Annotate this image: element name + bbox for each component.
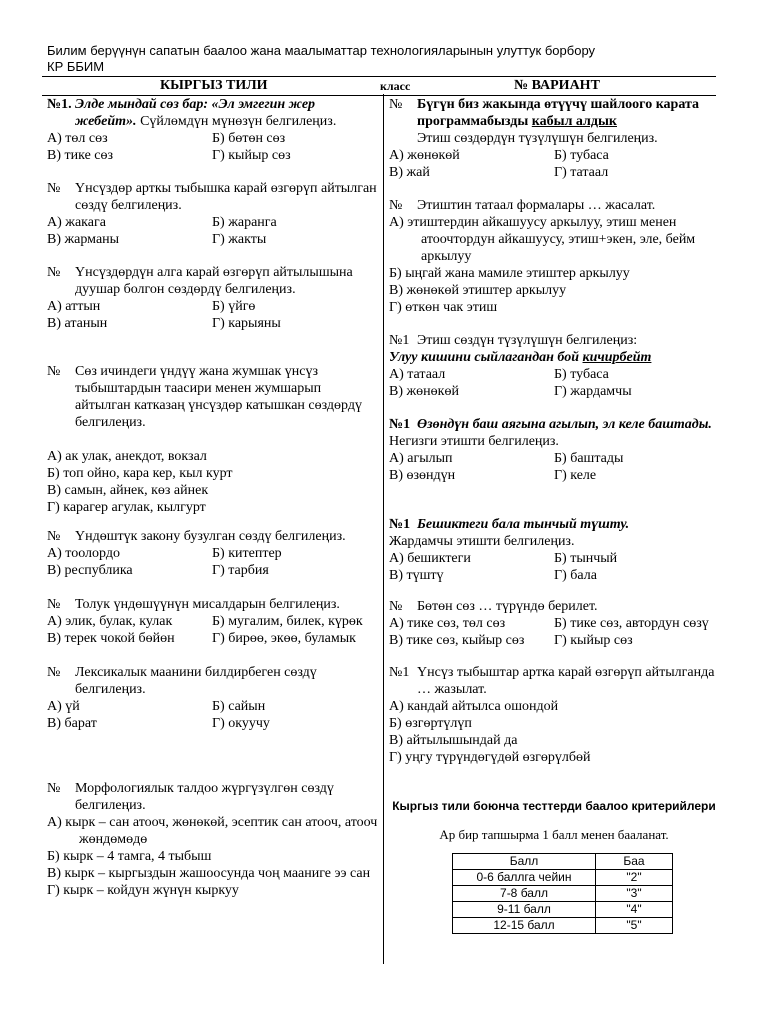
question-stem: Лексикалык маанини билдирбеген сөздү белгилеңиз. <box>75 665 317 697</box>
question-left-5 <box>47 528 379 579</box>
option-b: Б) баштады <box>554 451 624 466</box>
question-stem: Бешиктеги бала тынчый түшту. <box>417 517 630 532</box>
question-left-7 <box>47 664 379 732</box>
option-d: Г) бирөө, экөө, буламык <box>212 631 356 646</box>
option-c: В) атанын <box>47 316 108 331</box>
option-a: А) төл сөз <box>47 131 108 146</box>
option-a: А) үй <box>47 699 80 714</box>
grade: "5" <box>596 918 673 934</box>
option-a: А) жакага <box>47 215 106 230</box>
option-b: Б) тубаса <box>554 148 609 163</box>
question-number: №1 <box>389 333 410 348</box>
option-c: В) жай <box>389 165 430 180</box>
option-c: В) кырк – кыргыздын жашоосунда чоң мааниге ээ сан <box>47 866 371 881</box>
question-stem: Этиштин татаал формалары … жасалат. <box>417 198 656 213</box>
question-left-4 <box>47 363 379 516</box>
grading-table <box>452 853 673 934</box>
variant-label: № ВАРИАНТ <box>514 78 600 93</box>
score-range: 0-6 баллга чейин <box>453 870 596 886</box>
organization-header <box>47 43 595 75</box>
option-c: В) барат <box>47 716 97 731</box>
option-d: Г) жардамчы <box>554 384 632 399</box>
option-d: Г) уңгу түрүндөгүдөй өзгөрүлбөй <box>389 750 591 765</box>
option-b: Б) үйгө <box>212 299 256 314</box>
option-d: Г) карагер агулак, кылгурт <box>47 500 206 515</box>
ministry-abbrev: КР ББИМ <box>47 59 105 74</box>
option-d: Г) келе <box>554 468 597 483</box>
option-d: Г) кыйыр сөз <box>554 633 633 648</box>
score-range: 7-8 балл <box>453 886 596 902</box>
question-right-3 <box>389 332 719 400</box>
grade: "4" <box>596 902 673 918</box>
question-number: №1 <box>389 417 411 432</box>
column-divider <box>383 94 384 964</box>
option-c: В) самын, айнек, көз айнек <box>47 483 209 498</box>
option-a: А) тоолордо <box>47 546 120 561</box>
question-stem: Үнсүздөр арткы тыбышка карай өзгөрүп айтылган сөздү белгилеңиз. <box>75 181 377 213</box>
question-stem: Өзөндүн баш аягына агылып, эл келе баштады. <box>417 417 712 432</box>
option-c: В) терек чокой бөйөн <box>47 631 175 646</box>
option-a: А) кандай айтылса ошондой <box>389 699 559 714</box>
option-b: Б) жаранга <box>212 215 277 230</box>
subject-title: КЫРГЫЗ ТИЛИ <box>160 78 268 93</box>
question-instruction: Жардамчы этишти белгилеңиз. <box>389 534 575 549</box>
question-left-2 <box>47 180 379 248</box>
column-header-grade: Баа <box>596 854 673 870</box>
class-label: класс <box>380 79 411 93</box>
option-c: В) айтылышындай да <box>389 733 518 748</box>
option-d: Г) татаал <box>554 165 609 180</box>
question-stem: Этиш сөздүн түзүлүшүн белгилеңиз: <box>417 333 638 348</box>
question-stem: Сөз ичиндеги үндүү жана жумшак үнсүз тыбыштардын таасири менен жумшарып айтылган катказаң үнсүздөр катышкан сөздөрдү белгилеңиз. <box>75 364 362 430</box>
question-number: № <box>47 597 61 612</box>
option-b: Б) тынчый <box>554 551 618 566</box>
criteria-note: Ар бир тапшырма 1 балл менен бааланат. <box>439 827 669 842</box>
question-number: № <box>47 364 61 379</box>
option-d: Г) тарбия <box>212 563 269 578</box>
option-d: Г) бала <box>554 568 597 583</box>
option-b: Б) тубаса <box>554 367 609 382</box>
option-a: А) тике сөз, төл сөз <box>389 616 506 631</box>
option-a: А) этиштердин айкашуусу аркылуу, этиш менен атоочтордун айкашуусу, этиш+экен, эле, бейм аркылуу <box>389 215 696 264</box>
option-c: В) өзөндүн <box>389 468 456 483</box>
option-b: Б) бөтөн сөз <box>212 131 286 146</box>
option-d: Г) окуучу <box>212 716 270 731</box>
question-left-1 <box>47 96 379 164</box>
option-d: Г) кыйыр сөз <box>212 148 291 163</box>
question-stem: Үнсүз тыбыштар артка карай өзгөрүп айтылганда … жазылат. <box>417 665 715 697</box>
option-c: В) тике сөз, кыйыр сөз <box>389 633 525 648</box>
option-b: Б) сайын <box>212 699 266 714</box>
option-b: Б) мугалим, билек, күрөк <box>212 614 363 629</box>
question-number: №1. <box>47 97 72 112</box>
option-b: Б) китептер <box>212 546 282 561</box>
option-c: В) түштү <box>389 568 444 583</box>
option-b: Б) ыңгай жана мамиле этиштер аркылуу <box>389 266 630 281</box>
question-number: № <box>389 97 403 112</box>
score-range: 12-15 балл <box>453 918 596 934</box>
option-b: Б) топ ойно, кара кер, кыл курт <box>47 466 233 481</box>
question-stem: Толук үндөшүүнүн мисалдарын белгилеңиз. <box>75 597 340 612</box>
table-row <box>453 870 673 886</box>
option-b: Б) өзгөртүлүп <box>389 716 472 731</box>
table-row <box>453 918 673 934</box>
criteria-title: Кыргыз тили боюнча тесттерди баалоо критерийлери <box>392 799 716 813</box>
question-right-4 <box>389 416 719 484</box>
question-stem: Бүгүн биз жакында өтүүчү шайлоого карата программабызды кабыл алдык Этиш сөздөрдүн түзүлүшүн белгилеңиз. <box>417 97 700 146</box>
question-stem: Элде мындай сөз бар: «Эл эмгегин жер жебейт». Сүйлөмдүн мүнөзүн белгилеңиз. <box>75 97 337 129</box>
table-row <box>453 886 673 902</box>
option-d: Г) кырк – койдун жүнүн кыркуу <box>47 883 239 898</box>
option-a: А) бешиктеги <box>389 551 471 566</box>
test-header-bar <box>42 76 716 96</box>
question-left-3 <box>47 264 379 332</box>
table-row <box>453 902 673 918</box>
question-number: № <box>47 181 61 196</box>
question-number: № <box>47 265 61 280</box>
organization-name: Билим берүүнүн сапатын баалоо жана маалыматтар технологияларынын улуттук борбору <box>47 43 596 58</box>
question-number: №1 <box>389 665 410 680</box>
option-a: А) элик, булак, кулак <box>47 614 173 629</box>
option-a: А) ак улак, анекдот, вокзал <box>47 449 207 464</box>
option-a: А) кырк – сан атооч, жөнөкөй, эсептик сан атооч, атооч жөндөмөдө <box>47 815 378 847</box>
option-d: Г) карыяны <box>212 316 281 331</box>
score-range: 9-11 балл <box>453 902 596 918</box>
question-number: № <box>47 665 61 680</box>
option-c: В) жарманы <box>47 232 120 247</box>
option-a: А) агылып <box>389 451 453 466</box>
option-a: А) аттын <box>47 299 101 314</box>
question-right-7 <box>389 664 719 766</box>
question-stem: Морфологиялык талдоо жүргүзүлгөн сөздү белгилеңиз. <box>75 781 334 813</box>
option-b: Б) кырк – 4 тамга, 4 тыбыш <box>47 849 212 864</box>
question-right-1 <box>389 96 719 181</box>
question-stem: Үндөштүк закону бузулган сөздү белгилеңиз. <box>75 529 346 544</box>
option-c: В) тике сөз <box>47 148 114 163</box>
question-number: № <box>389 599 403 614</box>
question-number: № <box>389 198 403 213</box>
question-sentence: Улуу кишини сыйлагандан бой кичирбейт <box>389 350 652 365</box>
grading-table-header <box>453 854 673 870</box>
question-right-6 <box>389 598 719 649</box>
option-a: А) жөнөкөй <box>389 148 460 163</box>
question-right-5 <box>389 516 719 584</box>
option-c: В) жөнөкөй <box>389 384 459 399</box>
question-stem: Бөтөн сөз … түрүндө берилет. <box>417 599 598 614</box>
question-left-8 <box>47 780 379 899</box>
question-number: № <box>47 781 61 796</box>
option-b: Б) тике сөз, автордун сөзү <box>554 616 709 631</box>
question-stem: Үнсүздөрдүн алга карай өзгөрүп айтылышына дуушар болгон сөздөрдү белгилеңиз. <box>75 265 353 297</box>
option-c: В) жөнөкөй этиштер аркылуу <box>389 283 567 298</box>
column-header-score: Балл <box>453 854 596 870</box>
option-c: В) республика <box>47 563 133 578</box>
question-number: №1 <box>389 517 411 532</box>
question-instruction: Негизги этишти белгилеңиз. <box>389 434 559 449</box>
question-number: № <box>47 529 61 544</box>
option-d: Г) өткөн чак этиш <box>389 300 498 315</box>
grade: "2" <box>596 870 673 886</box>
option-a: А) татаал <box>389 367 446 382</box>
question-left-6 <box>47 596 379 647</box>
grade: "3" <box>596 886 673 902</box>
question-right-2 <box>389 197 719 316</box>
option-d: Г) жакты <box>212 232 267 247</box>
